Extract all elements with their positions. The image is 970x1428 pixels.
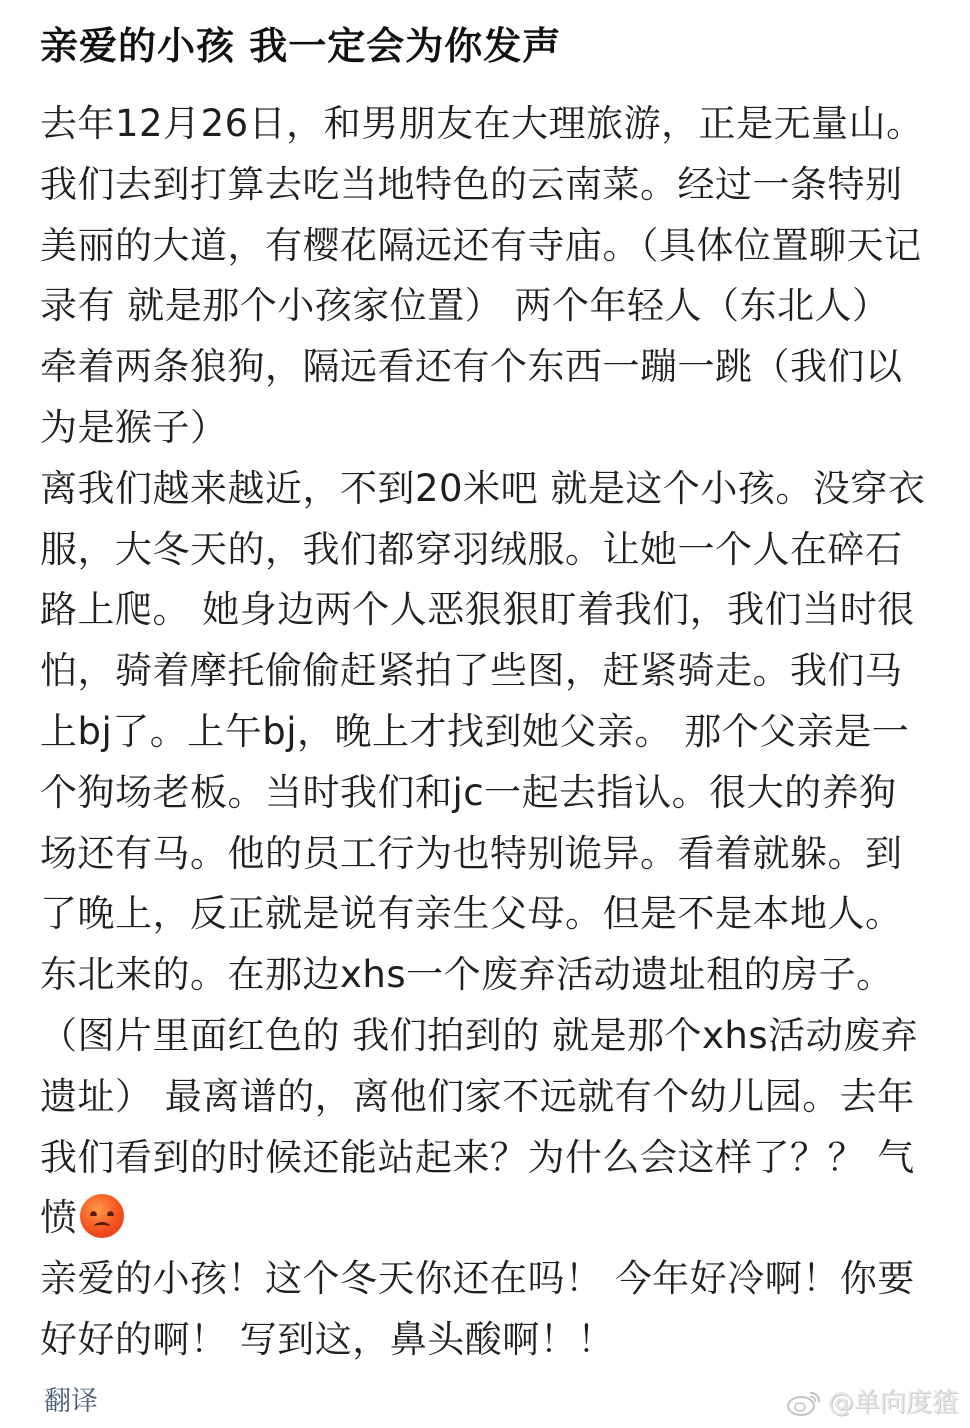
weibo-logo-icon: [786, 1389, 822, 1417]
watermark: [786, 1386, 958, 1420]
post-paragraph-3: 亲爱的小孩！这个冬天你还在吗！ 今年好冷啊！你要好好的啊！ 写到这，鼻头酸啊！！: [40, 1257, 915, 1361]
post-title: 亲爱的小孩 我一定会为你发声: [40, 24, 562, 68]
translate-link[interactable]: 翻译: [44, 1386, 98, 1417]
post-paragraph-2: [40, 459, 926, 1249]
angry-face-emoji-icon: [80, 1194, 124, 1238]
post-paragraph-2-text: 离我们越来越近，不到20米吧 就是这个小孩。没穿衣服，大冬天的，我们都穿羽绒服。让她一个人在碎石路上爬。 她身边两个人恶狠狠盯着我们，我们当时很怕，骑着摩托偷偷赶紧拍了些图，赶紧骑走。我们马上bj了。上午bj，晚上才找到她父亲。 那个父亲是一个狗场老板。当时我们和jc一起去指认。很大的养狗场还有马。他的员工行为也特别诡异。看着就躲。到了晚上，反正就是说有亲生父母。但是不是本地人。东北来的。在那边xhs一个废弃活动遗址租的房子。（图片里面红色的 我们拍到的 就是那个xhs活动废弃遗址） 最离谱的，离他们家不远就有个幼儿园。去年我们看到的时候还能站起来？为什么会这样了？？ 气愤: [40, 466, 926, 1240]
post-paragraph-1: 去年12月26日，和男朋友在大理旅游，正是无量山。我们去到打算去吃当地特色的云南菜。经过一条特别美丽的大道，有樱花隔远还有寺庙。（具体位置聊天记录有 就是那个小孩家位置） 两个年轻人（东北人）牵着两条狼狗，隔远看还有个东西一蹦一跳（我们以为是猴子）: [40, 102, 924, 449]
watermark-text: @单向度猹: [827, 1388, 958, 1418]
post-body: [40, 94, 926, 1371]
